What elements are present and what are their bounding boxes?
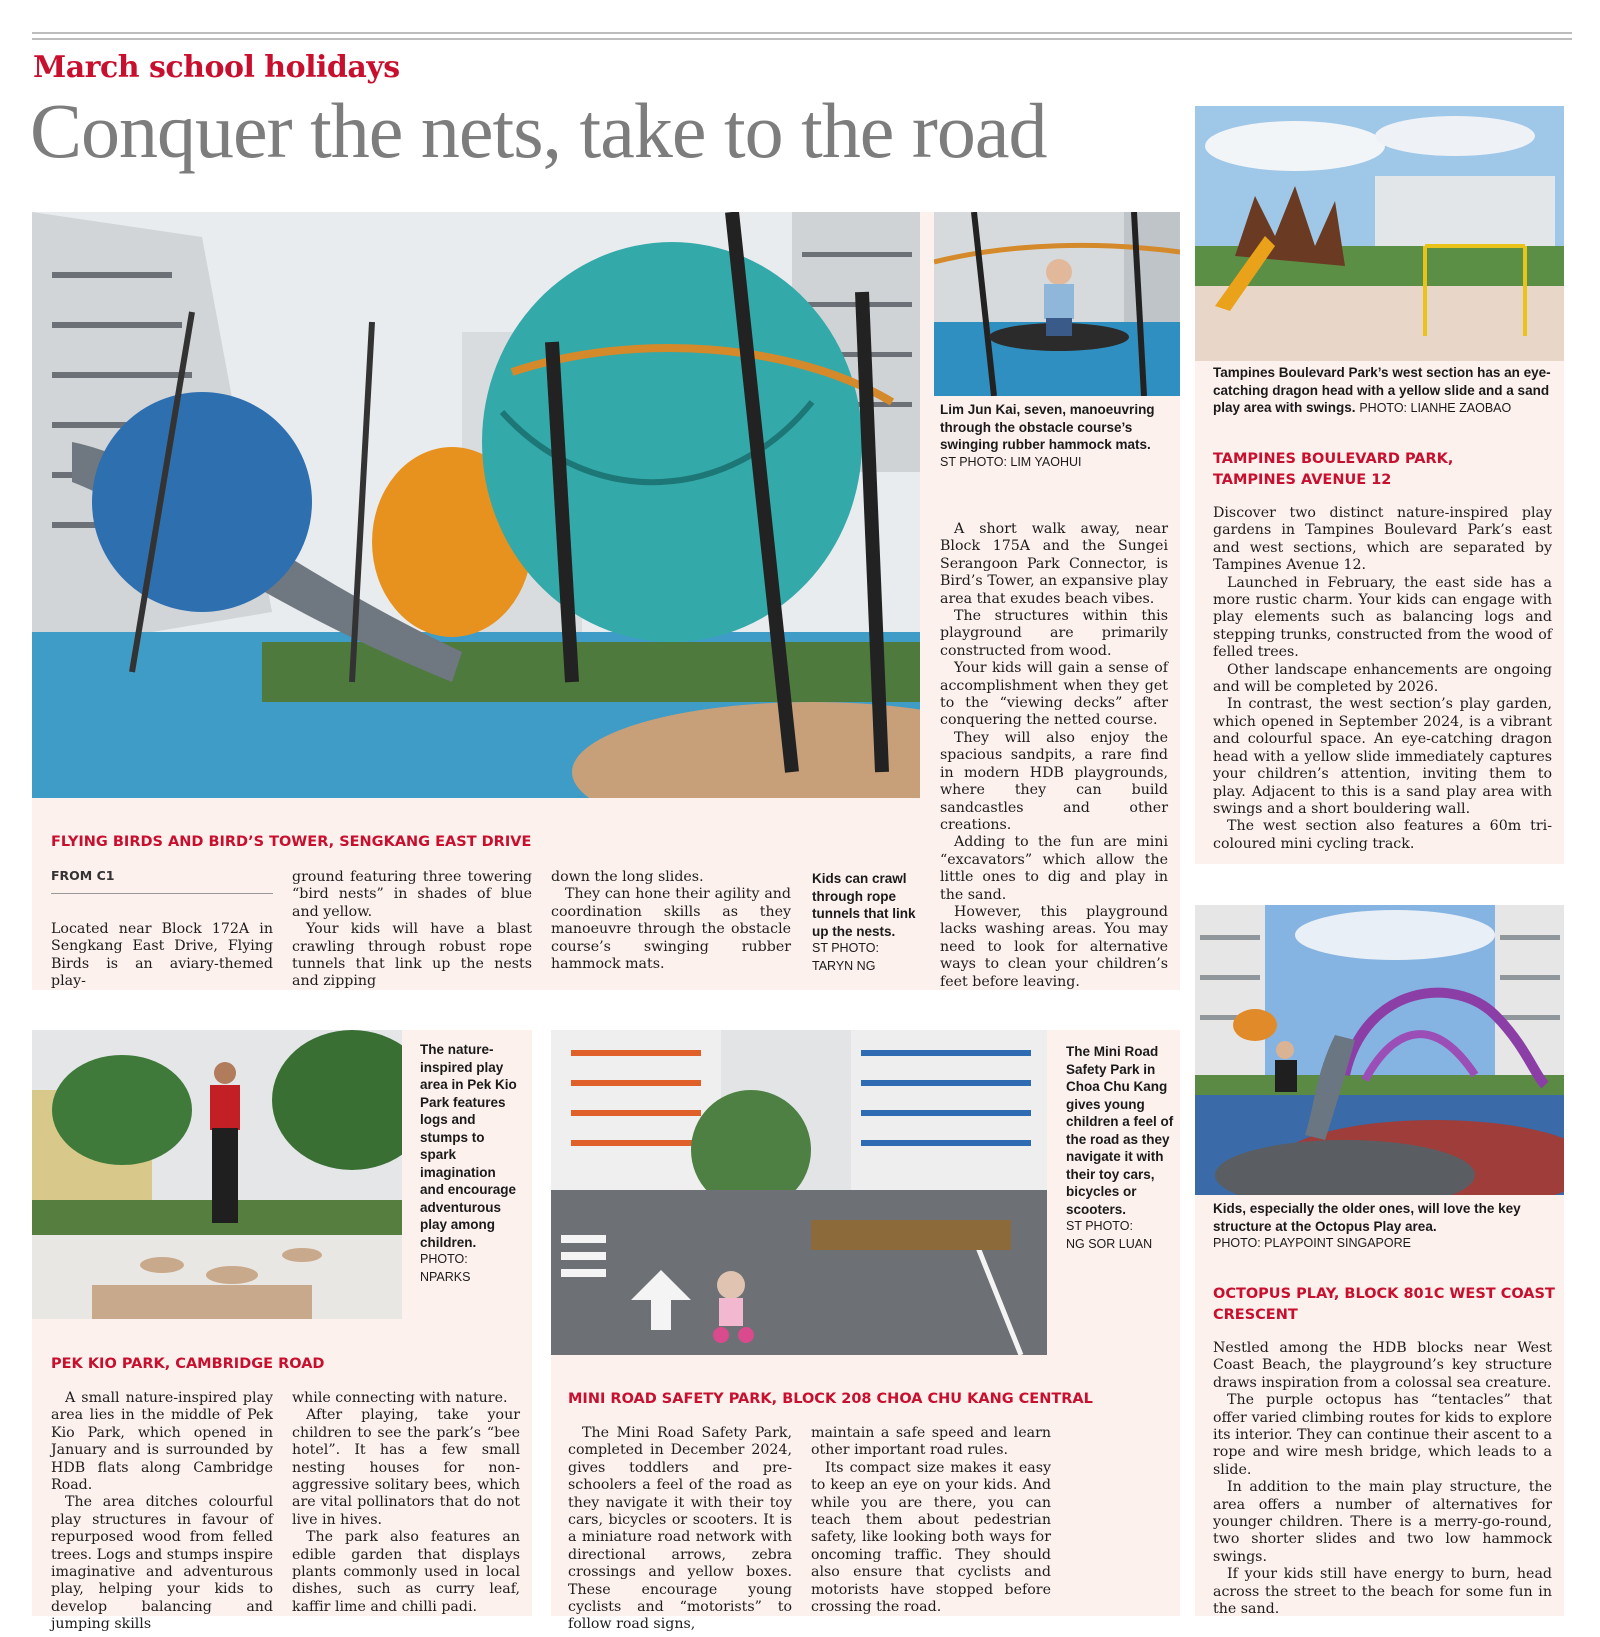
paragraph: ground featuring three towering “bird nests” in shades of blue and yellow. [292, 869, 532, 920]
paragraph: Adding to the fun are mini “excavators” which allow the little ones to dig and play in the sand. [940, 834, 1168, 903]
paragraph: The Mini Road Safety Park, completed in December 2024, gives toddlers and pre-schoolers a feel of the road as they navigate it with their toy cars, bicycles or scooters. It is a miniature road network with directional arrows, zebra crossings and yellow boxes. These encourage young cyclists and “motorists” to follow road signs, [568, 1425, 792, 1633]
section-title-tampines [1213, 449, 1558, 491]
paragraph: Your kids will gain a sense of accomplishment when they get to the “viewing decks” after conquering the netted course. [940, 660, 1168, 729]
caption-text: The nature-inspired play area in Pek Kio Park features logs and stumps to spark imagination and encourage adventurous play among children. [420, 1042, 517, 1250]
page-headline: Conquer the nets, take to the road [30, 87, 1047, 174]
octopus-body [1213, 1340, 1552, 1619]
paragraph: Located near Block 172A in Sengkang East Drive, Flying Birds is an aviary-themed play- [51, 921, 273, 990]
pek-kio-col-1 [51, 1390, 273, 1634]
photo-credit: PHOTO: NPARKS [420, 1252, 471, 1284]
caption-text: Tampines Boulevard Park’s west section has an eye-catching dragon head with a yellow slide and a sand play area with swings. [1213, 365, 1551, 415]
paragraph: A short walk away, near Block 175A and the Sungei Serangoon Park Connector, is Bird’s Tower, an expansive play area that exudes beach vibes. [940, 521, 1168, 607]
paragraph: Discover two distinct nature-inspired play gardens in Tampines Boulevard Park’s east and west sections, which are separated by Tampines Avenue 12. [1213, 505, 1552, 574]
paragraph: In contrast, the west section’s play garden, which opened in September 2024, is a vibrant and colourful space. An eye-catching dragon head with a yellow slide immediately captures your children’s attention, inviting them to play. Adjacent to this is a sand play area with swings and a short bouldering wall. [1213, 696, 1552, 817]
caption-lim-jun-kai [940, 401, 1174, 471]
top-rule [32, 32, 1572, 40]
caption-tampines [1213, 364, 1558, 418]
photo-credit: PHOTO: PLAYPOINT SINGAPORE [1213, 1236, 1411, 1250]
from-rule [51, 893, 273, 894]
paragraph: Its compact size makes it easy to keep an eye on your kids. And while you are there, you can teach them about pedestrian safety, like looking both ways for oncoming traffic. They should also ensure that cyclists and motorists have stopped before crossing the road. [811, 1459, 1051, 1616]
paragraph: Other landscape enhancements are ongoing and will be completed by 2026. [1213, 661, 1552, 696]
paragraph: However, this playground lacks washing areas. You may need to look for alternative ways to clean your children’s feet before leaving. [940, 903, 1168, 990]
caption-mini-road [1066, 1043, 1174, 1253]
caption-pek-kio [420, 1041, 520, 1286]
photo-octopus [1195, 905, 1564, 1195]
caption-text: Kids, especially the older ones, will love the key structure at the Octopus Play area. [1213, 1201, 1521, 1234]
photo-tampines-dragon [1195, 106, 1564, 361]
paragraph: A small nature-inspired play area lies in the middle of Pek Kio Park, which opened in January and is surrounded by HDB flats along Cambridge Road. [51, 1390, 273, 1494]
paragraph: Your kids will have a blast crawling through robust rope tunnels that link up the nests and zipping [292, 921, 532, 990]
photo-pek-kio [32, 1030, 402, 1319]
photo-credit: ST PHOTO: [1066, 1219, 1133, 1233]
photo-credit: PHOTO: LIANHE ZAOBAO [1359, 401, 1512, 415]
caption-text: Lim Jun Kai, seven, manoeuvring through the obstacle course’s swinging rubber hammock mats. [940, 402, 1155, 452]
paragraph: while connecting with nature. [292, 1390, 508, 1406]
tampines-body [1213, 505, 1552, 853]
paragraph: down the long slides. [551, 869, 704, 885]
paragraph: They can hone their agility and coordination skills as they manoeuvre through the obstacle course’s swinging rubber hammock mats. [551, 886, 791, 973]
paragraph: If your kids still have energy to burn, head across the street to the beach for some fun in the sand. [1213, 1566, 1552, 1618]
mini-road-col-2 [811, 1425, 1051, 1616]
section-title-mini-road: MINI ROAD SAFETY PARK, BLOCK 208 CHOA CHU KANG CENTRAL [568, 1391, 1093, 1407]
photo-credit: ST PHOTO: TARYN NG [812, 941, 879, 973]
pek-kio-col-2 [292, 1390, 520, 1616]
paragraph: The structures within this playground are primarily constructed from wood. [940, 608, 1168, 659]
paragraph: In addition to the main play structure, the area offers a number of alternatives for younger children. There is a merry-go-round, two shorter slides and two low hammock swings. [1213, 1479, 1552, 1565]
flying-birds-col-2 [292, 869, 532, 991]
title-line: TAMPINES AVENUE 12 [1213, 472, 1392, 488]
flying-birds-col-1 [51, 921, 273, 991]
photo-credit: ST PHOTO: LIM YAOHUI [940, 454, 1082, 469]
paragraph: Nestled among the HDB blocks near West Coast Beach, the playground’s key structure draws inspiration from a colossal sea creature. [1213, 1340, 1552, 1391]
section-kicker: March school holidays [33, 50, 400, 85]
title-line: OCTOPUS PLAY, BLOCK 801C WEST COAST [1213, 1286, 1555, 1302]
paragraph: Launched in February, the east side has a more rustic charm. Your kids can engage with play elements such as balancing logs and stepping trunks, constructed from the wood of felled trees. [1213, 574, 1552, 661]
paragraph: The west section also features a 60m tri-coloured mini cycling track. [1213, 818, 1552, 852]
continued-from-label: FROM C1 [51, 868, 115, 883]
title-line: TAMPINES BOULEVARD PARK, [1213, 451, 1454, 467]
paragraph: The purple octopus has “tentacles” that offer varied climbing routes for kids to explore its interior. They can continue their ascent to a rope and wire mesh bridge, which leads to a slide. [1213, 1392, 1552, 1478]
title-line: CRESCENT [1213, 1307, 1298, 1323]
mini-road-col-1 [568, 1425, 792, 1634]
caption-text: Kids can crawl through rope tunnels that link up the nests. [812, 871, 916, 939]
paragraph: After playing, take your children to see the park’s “bee hotel”. It has a few small nesting houses for non-aggressive solitary bees, which are vital pollinators that do not live in hives. [292, 1407, 520, 1528]
photo-lim-jun-kai [934, 212, 1180, 396]
flying-birds-col-4 [940, 521, 1168, 991]
paragraph: They will also enjoy the spacious sandpits, a rare find in modern HDB playgrounds, where they can build sandcastles and other creations. [940, 729, 1168, 833]
photo-mini-road [551, 1030, 1047, 1355]
paragraph: maintain a safe speed and learn other important road rules. [811, 1425, 1051, 1459]
section-title-octopus [1213, 1284, 1558, 1326]
caption-kids-crawl [812, 870, 922, 975]
flying-birds-col-3 [551, 869, 791, 973]
photo-bird-nests [32, 212, 920, 798]
paragraph: The park also features an edible garden that displays plants commonly used in local dishes, such as curry leaf, kaffir lime and chilli padi. [292, 1529, 520, 1615]
photo-credit: NG SOR LUAN [1066, 1236, 1153, 1251]
caption-text: The Mini Road Safety Park in Choa Chu Kang gives young children a feel of the road as they navigate it with their toy cars, bicycles or scooters. [1066, 1044, 1174, 1217]
caption-octopus [1213, 1200, 1558, 1253]
paragraph: The area ditches colourful play structures in favour of repurposed wood from felled trees. Logs and stumps inspire imaginative and adventurous play, helping your kids to develop balancing and jumping skills [51, 1494, 273, 1633]
section-title-flying-birds: FLYING BIRDS AND BIRD’S TOWER, SENGKANG EAST DRIVE [51, 834, 532, 850]
section-title-pek-kio: PEK KIO PARK, CAMBRIDGE ROAD [51, 1356, 325, 1372]
